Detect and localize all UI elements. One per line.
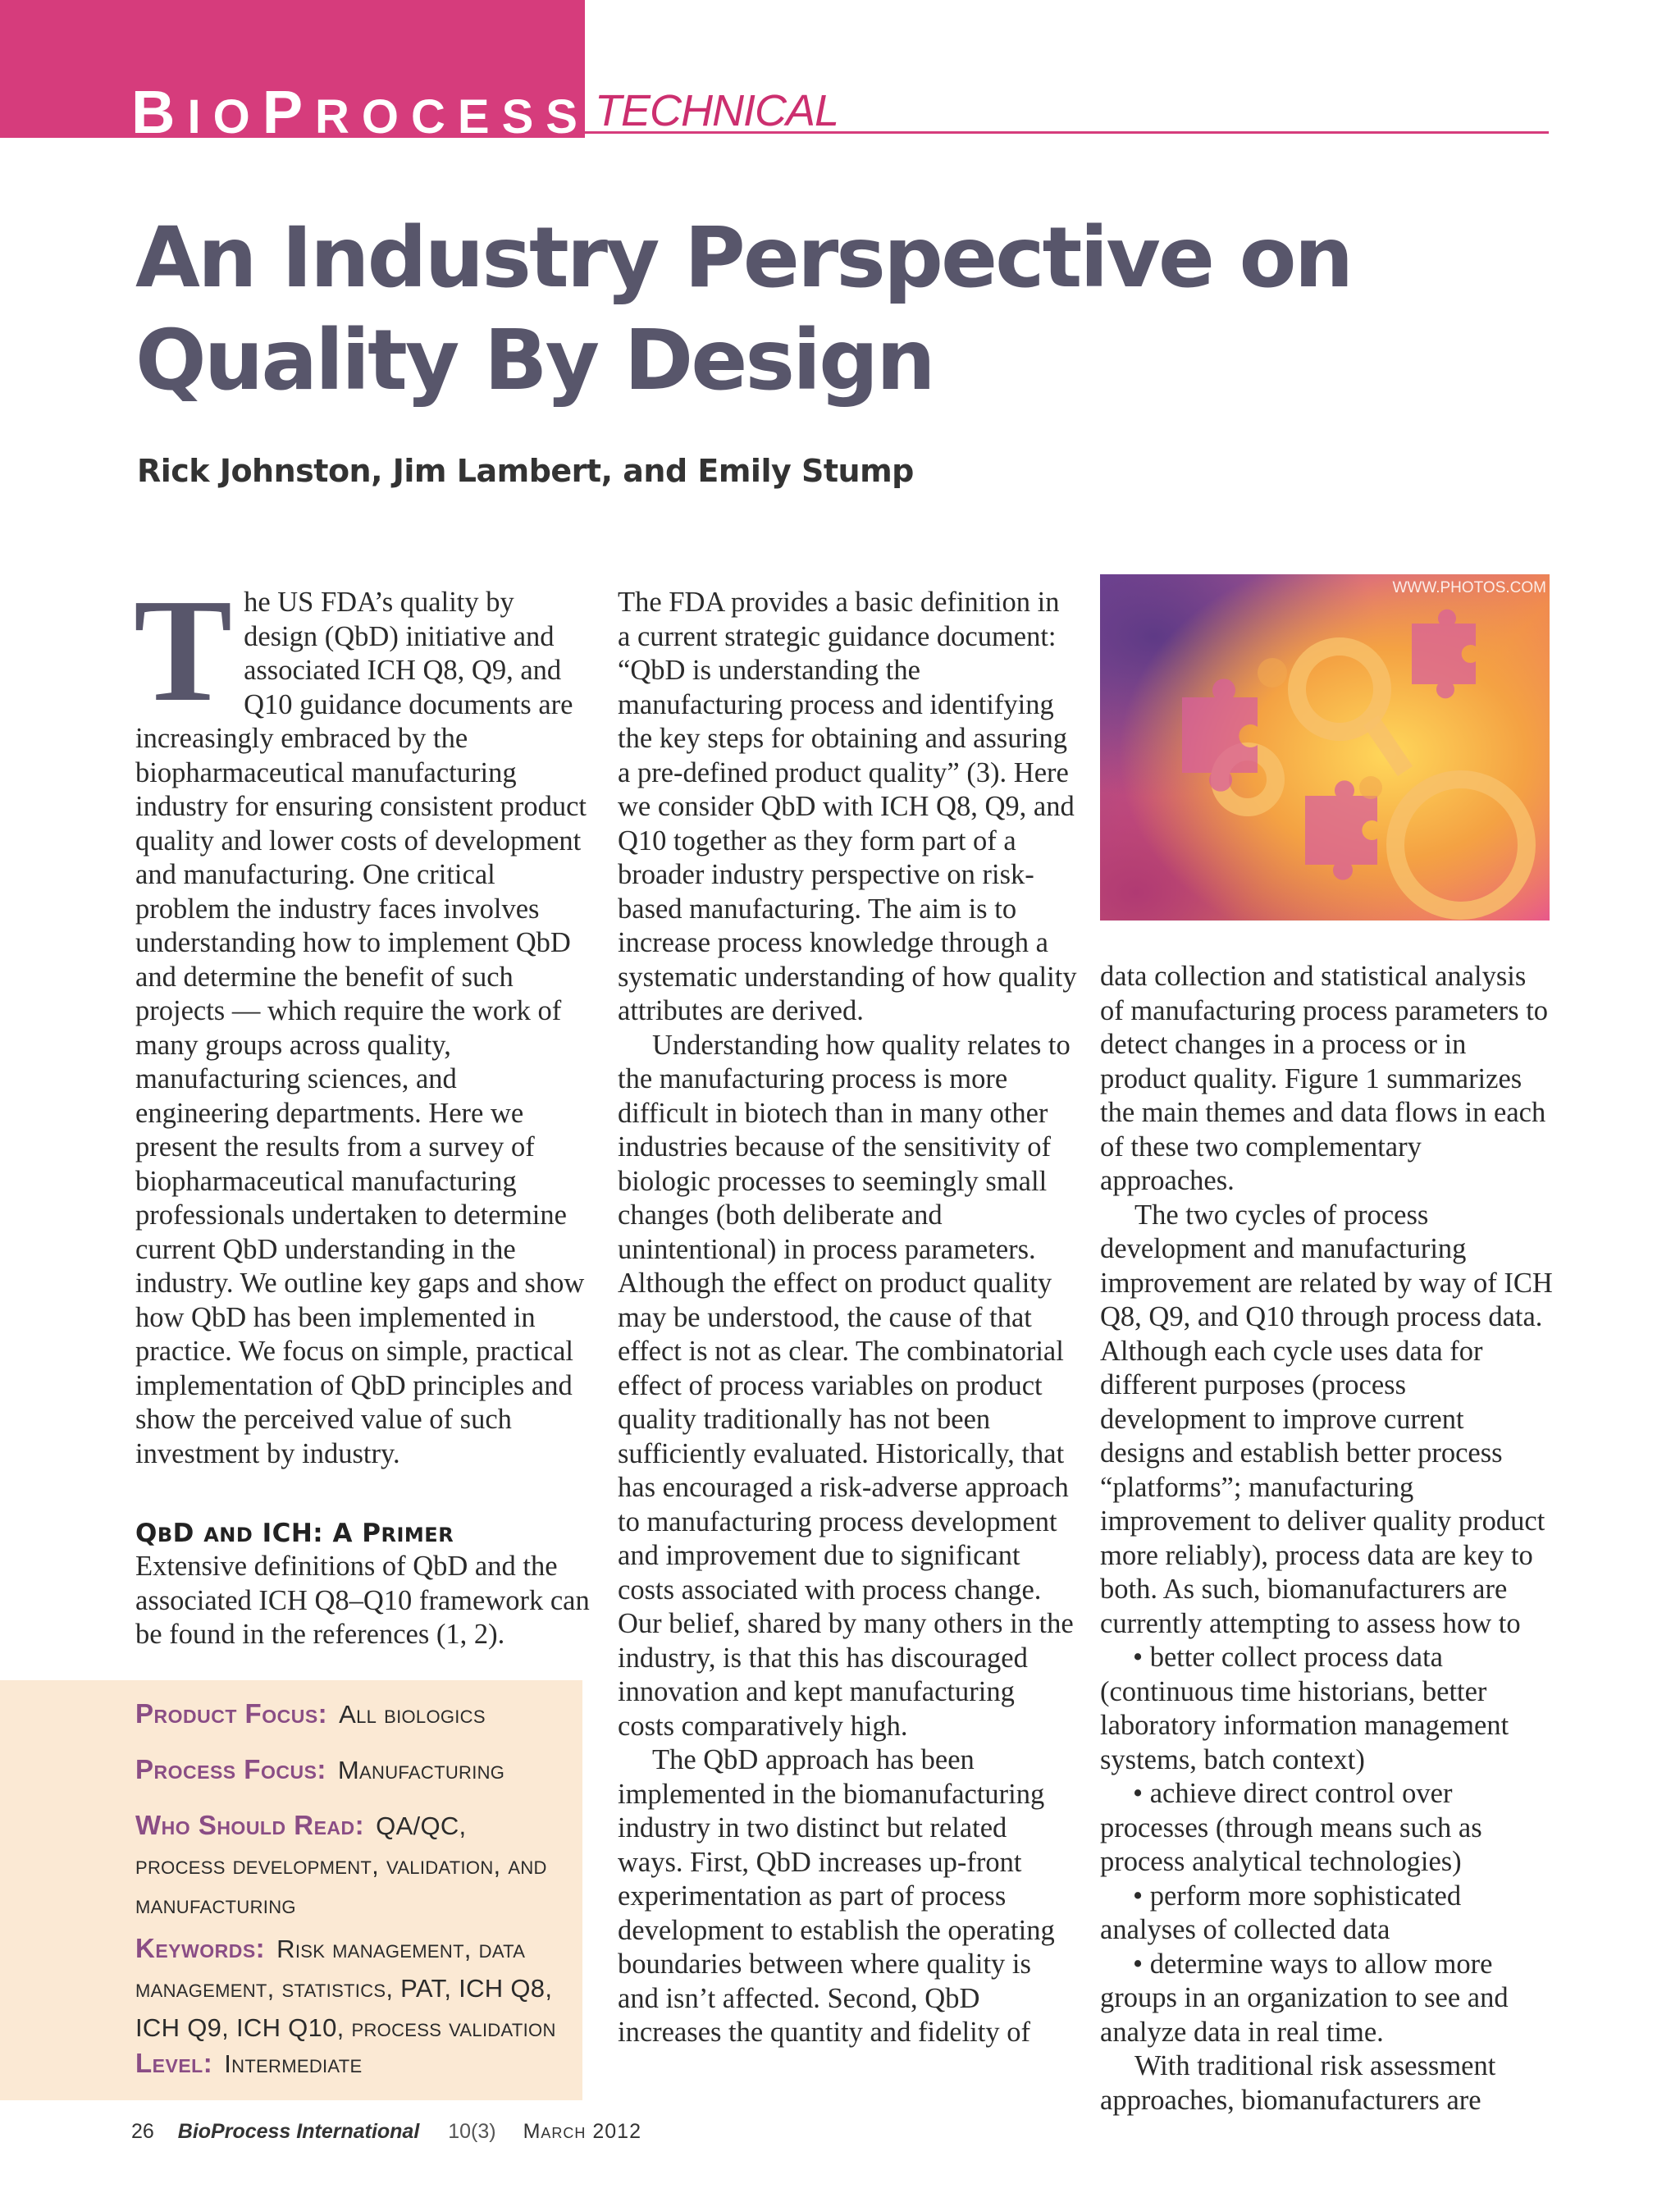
product-focus-row: Product Focus: All biologics xyxy=(135,1698,486,1729)
process-focus-row: Process Focus: Manufacturing xyxy=(135,1754,505,1784)
bullet-item: • better collect process data (continuous time historians, better laboratory information management systems, batch context) xyxy=(1100,1642,1509,1775)
photo-credit: WWW.PHOTOS.COM xyxy=(1392,579,1546,596)
column-3 xyxy=(1100,960,1555,2117)
footer-date: March 2012 xyxy=(523,2120,641,2143)
bullet-item: • perform more sophisticated analyses of collected data xyxy=(1100,1880,1462,1945)
body-paragraph: Understanding how quality relates to the manufacturing process is more difficult in biotech than in many other industries because of the sensitivity of biologic processes to seemingly small changes (both deliberate and unintentional) in process parameters. Although the effect on product quality may be understood, the cause of that effect is not as clear. The combinatorial effect of process variables on product quality traditionally has not been sufficiently evaluated. Historically, that has encouraged a risk-adverse approach to manufacturing process development and improvement due to significant costs associated with process change. Our belief, shared by many others in the industry, is that this has discouraged innovation and kept manufacturing costs comparatively high. xyxy=(618,1029,1074,1742)
article-authors: Rick Johnston, Jim Lambert, and Emily Stump xyxy=(137,453,914,489)
column-1 xyxy=(134,569,591,1652)
drop-cap: T xyxy=(134,569,233,732)
gears-puzzle-icon xyxy=(1100,574,1550,921)
level-row: Level: Intermediate xyxy=(135,2048,363,2078)
bullet-item: • determine ways to allow more groups in an organization to see and analyze data in real time. xyxy=(1100,1948,1509,2048)
body-paragraph: data collection and statistical analysis of manufacturing process parameters to detect changes in a process or in product quality. Figure 1 summarizes the main themes and data flows in each of these two complementary approaches. xyxy=(1100,961,1549,1196)
who-should-read-row: Who Should Read: QA/QC, process development, validation, and manufacturing xyxy=(135,1810,547,1919)
page-footer xyxy=(131,2120,641,2144)
column-2 xyxy=(618,586,1077,2050)
footer-magazine: BioProcess International xyxy=(177,2120,420,2143)
article-title: An Industry Perspective on Quality By Design xyxy=(135,209,1352,409)
body-paragraph: The QbD approach has been implemented in the biomanufacturing industry in two distinct but related ways. First, QbD increases up-front experimentation as part of process development to establish the operating boundaries between where quality is and isn’t affected. Second, QbD increases the quantity and fidelity of xyxy=(618,1744,1055,2048)
primer-paragraph: Extensive definitions of QbD and the associated ICH Q8–Q10 framework can be found in the references (1, 2). xyxy=(135,1551,590,1650)
bullet-item: • achieve direct control over processes (through means such as process analytical technologies) xyxy=(1100,1778,1482,1877)
body-paragraph: The FDA provides a basic definition in a current strategic guidance document: “QbD is understanding the manufacturing process and identifying the key steps for obtaining and assuring a pre-defined product quality” (3). Here we consider QbD with ICH Q8, Q9, and Q10 together as they form part of a broader industry perspective on risk-based manufacturing. The aim is to increase process knowledge through a systematic understanding of how quality attributes are derived. xyxy=(618,587,1077,1026)
page-number: 26 xyxy=(131,2120,154,2143)
body-paragraph: The two cycles of process development and manufacturing improvement are related by way of ICH Q8, Q9, and Q10 through process data. Although each cycle uses data for different purposes (process development to improve current designs and establish better process “platforms”; manufacturing improvement to deliver quality product more reliably), process data are key to both. As such, biomanufacturers are currently attempting to assess how to xyxy=(1100,1199,1553,1639)
intro-paragraph: The US FDA’s quality by design (QbD) initiative and associated ICH Q8, Q9, and Q10 guidance documents are increasingly embraced by the biopharmaceutical manufacturing industry for ensuring consistent product quality and lower costs of development and manufacturing. One critical problem the industry faces involves understanding how to implement QbD and determine the benefit of such projects — which require the work of many groups across quality, manufacturing sciences, and engineering departments. Here we present the results from a survey of biopharmaceutical manufacturing professionals undertaken to determine current QbD understanding in the industry. We outline key gaps and show how QbD has been implemented in practice. We focus on simple, practical implementation of QbD principles and show the perceived value of such investment by industry. xyxy=(134,569,587,1469)
keywords-row: Keywords: Risk management, data management, statistics, PAT, ICH Q8, ICH Q9, ICH Q10, process validation xyxy=(135,1933,556,2042)
body-paragraph: With traditional risk assessment approaches, biomanufacturers are xyxy=(1100,2050,1496,2116)
article-photo xyxy=(1100,574,1550,921)
section-label: TECHNICAL xyxy=(595,86,839,135)
magazine-logo: BIOPROCESS xyxy=(131,78,590,146)
section-heading: QBD AND ICH: A PRIMER xyxy=(135,1519,454,1548)
article-info-box xyxy=(0,1680,582,2100)
footer-issue: 10(3) xyxy=(448,2120,496,2143)
